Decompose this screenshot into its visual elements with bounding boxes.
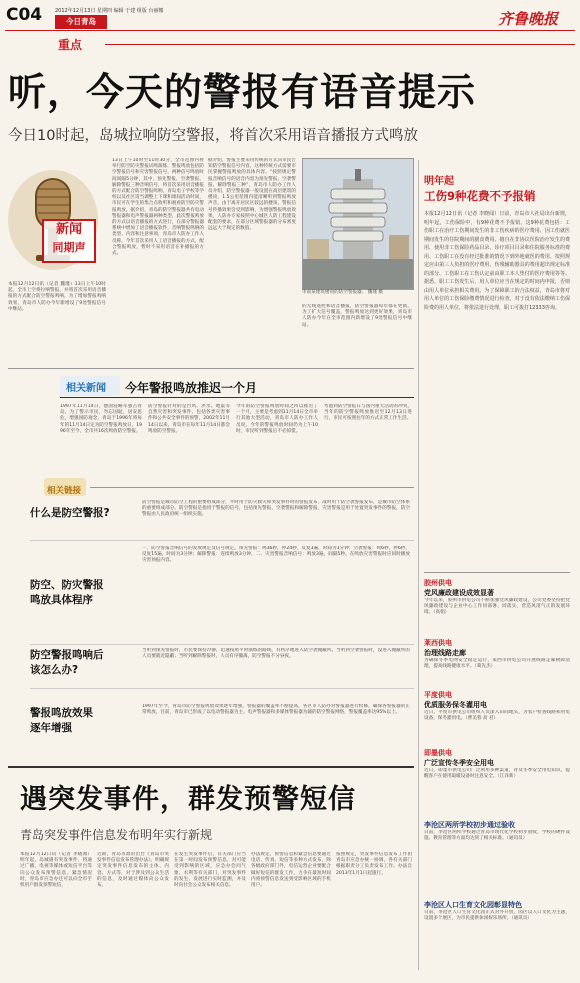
brief-5-text: 日前，李沧区两所学校通过青岛市现代化学校初步验收，学校的硬件设施、教育管理等方面均达到了相关标准。（通讯员） (424, 830, 570, 842)
section-label: 今日青岛 (66, 17, 96, 26)
brief-6 (424, 900, 570, 970)
brief-2-city: 莱西供电 (424, 639, 452, 647)
brief-3 (424, 690, 570, 736)
second-col-2: 近期，青岛市政府出台《青岛市突发事件信息发布管理办法》，明确规定突发事件信息发布的主体、内容、方式等，对于涉及到公众生活的信息，及时通过媒体向公众发布。 (97, 852, 169, 889)
date-line: 2012年12月13日 星期四 编辑 于建 组版 台丽娜 (55, 8, 164, 14)
q3-label: 防空警报鸣响后 该怎么办? (30, 649, 104, 676)
paper-name: 齐鲁晚报 (498, 10, 559, 28)
brief-4-text: 近日，即墨市供电公司广泛利用多种渠道，普及冬季安全用电知识，提醒客户在使用取暖设备时注意安全。（江泽新） (424, 768, 570, 780)
related-col-1: 1997年11月14日，德国侵略军强占青岛，为了警示市民，勿忘国耻，居安思危，增强国防观念，青岛于1996年将每年的11月14日定为防空警报鸣放日，1996年至今，全市共16次鸣放防空警报。 (60, 404, 142, 434)
brief-2-text: 为确保冬季电网安全稳定运行，莱西市供电公司开展线路走廊树障清理，提高线路健康水平。（葛先杰） (424, 658, 570, 670)
a1-text: 防空警报是城市防空工程的重要组成部分，平时用于防灾救灾和突发事件时的警报发布，战时用于防空袭警报发布，是城市防空体系的重要组成部分。防空警报是指用于警报的信号，包括预先警报、空袭警报和解除警报，灾害警报是用于处置突发事件的警报，防空警报由人民政府统一组织实施。 (142, 500, 410, 518)
related-headline: 今年警报鸣放推迟一个月 (125, 381, 258, 395)
related-rule (60, 397, 414, 398)
qa-divider-1 (30, 540, 414, 541)
brief-1-city: 胶州供电 (424, 579, 452, 587)
qa-divider-2 (30, 644, 414, 645)
related-col-3: 今年的防空警报鸣放时间之所以推迟了一个月，主要是考虑到11月14日全市举行其他大型活动，青岛市人防办工作人员说，今年的警报鸣放时间仍为上午10时，市民听到警报后不必惊慌。 (236, 404, 318, 434)
second-subheadline: 青岛突发事件信息发布明年实行新规 (20, 828, 213, 842)
news-badge (8, 165, 108, 275)
story1-headline: 工伤9种花费不予报销 (424, 189, 536, 203)
brief-5 (424, 820, 570, 874)
a4-text: 1997年至今，青岛市防空警报鸣放效果逐年增强，警报器的覆盖率不断提高，各区市人防办对警报器进行检修，确保各警报器的正常鸣放，目前，青岛市已形成了以电动警报器为主、电声警报器和多媒体警报器为辅的防空警报网络，警报覆盖率达95%以上。 (142, 704, 410, 716)
q1-label: 什么是防空警报? (30, 507, 110, 519)
brief-3-city: 平度供电 (424, 691, 452, 699)
main-divider (8, 368, 414, 369)
brief-1 (424, 578, 570, 636)
second-col-1: 本报12月12日讯（记者 李晓闻）明年起，岛城遇有突发事件，将通过广播、电视等媒体或短信平台等向公众发布预警信息。紧急情况时，青岛市应急办还可以向全市手机用户群发预警短信。 (20, 852, 92, 889)
main-headline: 听，今天的警报有语音提示 (8, 70, 477, 114)
main-subheadline: 今日10时起，岛城拉响防空警报，将首次采用语音播报方式鸣放 (8, 128, 418, 144)
right-column-rule (418, 160, 419, 970)
main-byline: 本报12月12日讯（记者 魏瑾）13日上午10时起，全市上空将拉响警报，并将首次采用语音播报的方式配合防空警报鸣响。为了增加警报鸣响效果，青岛市人防办今年新增设了9处警报信号中继站。 (8, 282, 106, 312)
a2-text: 一、防空警报音响信号的发放规定及信号规定。预先警报：鸣36秒，停24秒，反复3遍，时间为3分钟；空袭警报：鸣6秒，停6秒，反复15遍，时间为3分钟；解除警报：连续鸣放3分钟。二、灾害警报音响信号：鸣放3遍，间隔5秒。在鸣放灾害警报时应同时播放灾害预报内容。 (142, 546, 410, 564)
brief-4 (424, 748, 570, 800)
subsection-label: 重点 (58, 38, 83, 52)
link-tag (44, 478, 86, 496)
brief-3-title: 优质服务保冬灌用电 (424, 701, 487, 709)
subsection-rule (105, 44, 575, 45)
right-divider-1 (424, 572, 570, 573)
a3-text: 当听到预先警报时，市民要保持冷静，迅速按照平时演练的路线，有秩序地进入防空袭掩蔽所。当听到空袭警报时，没进入掩蔽所的人员要就近隐蔽；当听到解除警报时，人员有序撤离，防空警报不分昼夜。 (142, 648, 410, 660)
badge-line-2: 同期声 (52, 241, 86, 254)
second-col-5: 按照规定，突发事件信息发布工作由青岛市应急办统一协调，各有关部门根据职责分工负责发布工作。办法自2013年1月1日起施行。 (336, 852, 412, 876)
related-col-2: 防空警报针对的是台风、洪水、地震等自然灾害和突发事件，包括各类灾害事件和公共安全事件的预警，2002年11月14日以来，青岛市在每年11月14日都会鸣放防空警报。 (148, 404, 230, 434)
brief-1-title: 党风廉政建设成效显著 (424, 589, 494, 597)
page-number: C04 (6, 5, 43, 25)
brief-1-text: 今年以来，胶州市供电公司不断加强党风廉政建设，公司党委坚持把党风廉政建设与企业中心工作同部署、同落实，营造风清气正的发展环境。（高娟） (424, 598, 570, 616)
link-label: 相关链接 (47, 486, 82, 496)
q4-label: 警报鸣放效果 逐年增强 (30, 707, 93, 734)
brief-6-text: 日前，李沧区人口生育文化园正式对外开放，园区以人口文化为主题，设置多个展区，为市民提供休闲娱乐场所。（通讯员） (424, 910, 570, 922)
brief-4-city: 即墨供电 (424, 749, 452, 757)
q2-label: 防空、防灾警报 鸣放具体程序 (30, 579, 104, 606)
section-bar (55, 15, 107, 29)
qa-divider-3 (30, 688, 414, 689)
badge-box (42, 219, 96, 263)
related-news-tag (60, 376, 120, 396)
brief-3-text: 近日，平度市供电公司组织人员深入田间地头，为农户检查线路和用电设备，保冬灌用电。（曹美蓉 高 君） (424, 710, 570, 722)
siren-photo (302, 158, 414, 290)
second-headline: 遇突发事件，群发预警短信 (20, 784, 356, 815)
second-col-3: 在发生突发事件后，有关部门应当在第一时间发布预警信息，对可能受到影响的区域，应急办会同气象、水利等有关部门，对突发事件的发生、发展进行实时监测，并及时向社会公众发布相关信息。 (174, 852, 246, 889)
related-col-4: 考虑到防空警报日与国内重大活动的冲突，当年的防空警报鸣放推迟至12月13日进行，市民可按照往年的方式正常工作生活。 (324, 404, 412, 422)
brief-6-title: 李沧区人口生育文化园彰显特色 (424, 901, 522, 909)
second-col-4: 办法规定，预警信息和紧急信息要通过电话、传真、短信等多种方式发布，除各级政府部门外，电信运营企业要配合做好短信的群发工作，力争在最短时间内将预警信息发送到受影响区域的手机用户。 (251, 852, 331, 889)
brief-2 (424, 638, 570, 682)
related-news-label: 相关新闻 (66, 383, 106, 394)
second-story-rule (8, 766, 414, 768)
link-rule (90, 487, 414, 488)
main-col-2: 13日上午10时至11时30分，全市范围内将举行防空防灾警报试鸣演练，警报鸣放包括防空警报信号和灾害警报信号，两种信号鸣放时间间隔5分钟，其中，预先警报、空袭警报、解除警报三种音响信号，将首次采用语音播报的方式配合防空警报鸣响，青岛电子学校等学校以及社区适当调整上下课和课间活动时间，市民可在学生的集合点收听和观看防空防灾警报鸣放。据介绍，青岛的防空警报器共有电动警报器和电声警报器两种类型，此次警报鸣放的方式以语音播报的方式进行，在部分警报器系统中增加了语音播报软件，音响警报鸣响的类型、内容和注意事项，青岛市人防办工作人员称，今年首次采用人工语音播报的方式，配合警报鸣放，暂时不采用语音在补播报的方式。 (112, 158, 204, 257)
story1-kicker: 明年起 (424, 176, 454, 187)
badge-line-1: 新闻 (55, 222, 82, 237)
masthead-rule (5, 30, 575, 31)
story1-text: 本报12月12日讯（记者 李晓闻）日前，青岛市人社局出台新规，明年起，工伤保险中，有9种花费不予报销，这9种花费包括：工伤职工在治疗工伤期间发生的非工伤疾病的医疗费用、因工伤就医期间发生的住院期间的膳食费用、擅自在非协议医院治疗发生的费用、使用非工伤保险药品目录、诊疗项目目录和住院服务标准的费用、工伤职工在没有经过批准的情况下到外地就医的费用、按照规定应由第三人负担的医疗费用、伤残辅助器具的费用超出规定标准的部分、工伤职工在工伤认定前由职工本人垫付的医疗费用等等。据悉，职工工伤发生后，用人单位应当在规定的时间内申报，否则由用人单位承担相关费用。为了保障职工的合法权益，青岛市将对用人单位的工伤保险缴费情况进行检查，对于没有依法缴纳工伤保险费的用人单位，将依法进行处理，职工可拨打12333咨询。 (424, 211, 570, 311)
photo-caption: 市南某建筑楼顶的防空警报器。 魏瑾 摄 (302, 290, 384, 295)
main-col-5: 的无线遥控和语音播报，防空警报器每年都在更新。为了扩大信号覆盖，警报鸣放达到更好效果，青岛市人防办今年在全市范围内新增设了9处警报信号中继站。 (302, 304, 412, 328)
siren-icon (303, 159, 413, 289)
brief-4-title: 广泛宣传冬季安全用电 (424, 759, 494, 767)
main-col-3: 据介绍，警报主要采用传统的方式向市民告知防空警报信号内容，这种传统方式需要市民掌握警报鸣放的具体内容。“按照规定警报音响信号的语音内容为预先警报、空袭警报、解除警报三种”，青岛市人防办工作人员介绍，防空警报器一般设置在高层建筑的楼顶，1.5公里范围内能清晰听到警报鸣放声音，由于离开居民区较远的楼顶，警报信号传播效果会受到影响，为增强警报鸣放效果，人防办专家按照中心城区人防工程建设配套的要求，在部分区域警报器的分布密度远远大于规定的数值。 (208, 158, 296, 232)
brief-5-title: 李沧区两所学校初步通过验收 (424, 821, 515, 829)
brief-2-title: 治理线路走廊 (424, 649, 466, 657)
